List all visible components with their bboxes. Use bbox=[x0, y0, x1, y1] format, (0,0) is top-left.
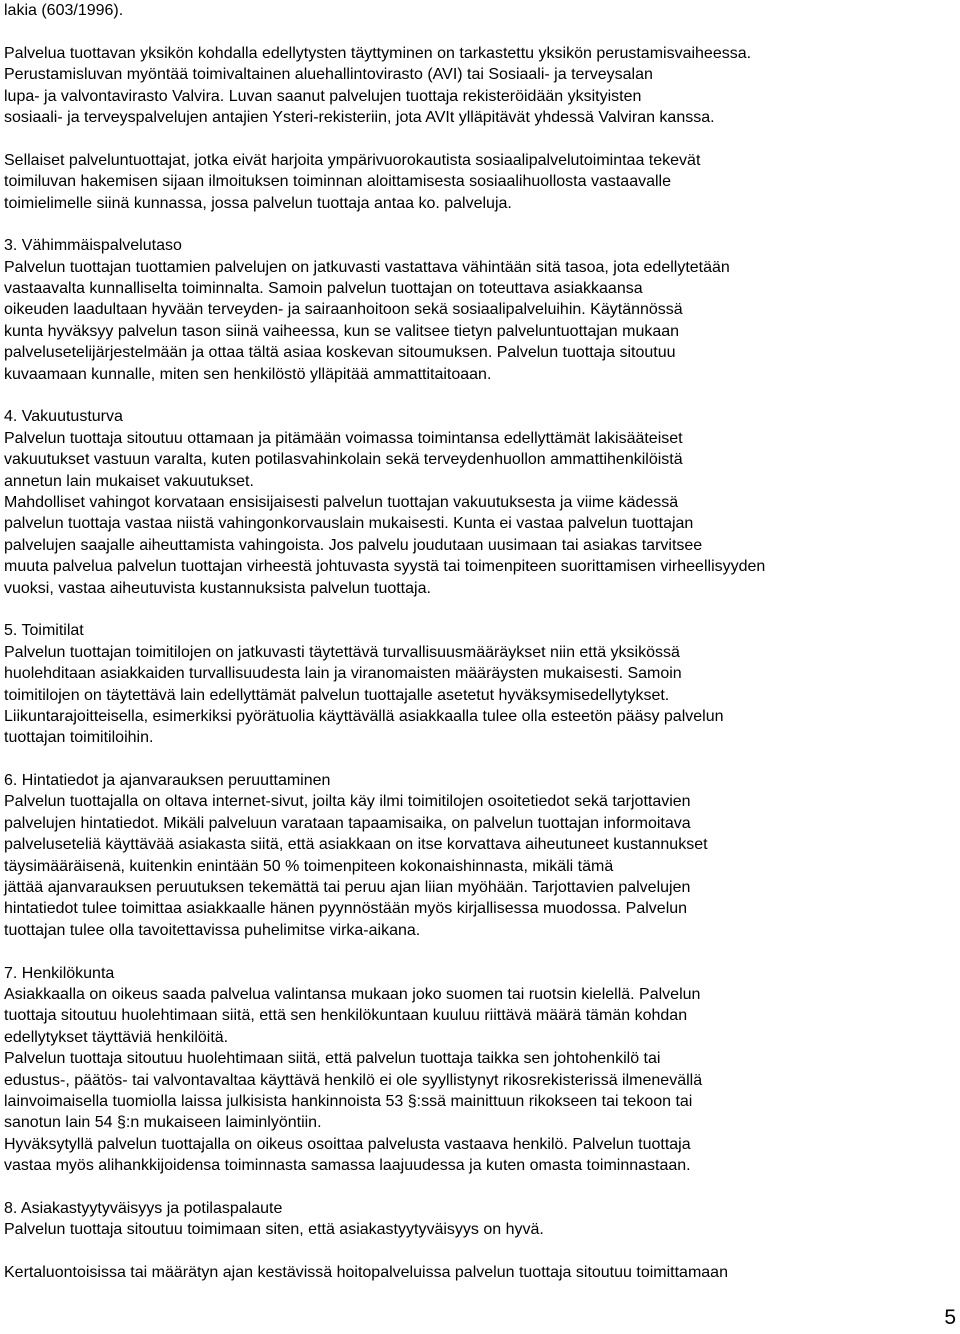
text-line: 7. Henkilökunta bbox=[4, 964, 115, 982]
text-line: oikeuden laadultaan hyvään terveyden- ja sairaanhoitoon sekä sosiaalipalveluihin. Käytännössä bbox=[4, 301, 683, 319]
text-line: täysimääräisenä, kuitenkin enintään 50 % toimenpiteen kokonaishinnasta, mikäli tämä bbox=[4, 857, 614, 875]
paragraph-gap bbox=[4, 385, 954, 406]
text-line: Palvelun tuottajan toimitilojen on jatkuvasti täytettävä turvallisuusmääräykset niin että yksikössä bbox=[4, 643, 680, 661]
paragraph bbox=[4, 1262, 954, 1283]
text-line: lupa- ja valvontavirasto Valvira. Luvan saanut palvelujen tuottaja rekisteröidään yksityisten bbox=[4, 87, 642, 105]
paragraph bbox=[4, 770, 954, 941]
text-line: 4. Vakuutusturva bbox=[4, 408, 123, 426]
paragraph bbox=[4, 0, 954, 21]
text-line: kunta hyväksyy palvelun tason siinä vaiheessa, kun se valitsee tietyn palveluntuottajan mukaan bbox=[4, 322, 680, 340]
text-line: vastaa myös alihankkijoidensa toiminnasta samassa laajuudessa ja kuten omasta toiminnastaan. bbox=[4, 1157, 691, 1175]
text-line: vastaavalta kunnalliselta toiminnalta. Samoin palvelun tuottajan on toteuttava asiakkaansa bbox=[4, 280, 643, 298]
document-page bbox=[4, 0, 954, 1283]
text-line: vakuutukset vastuun varalta, kuten potilasvahinkolain sekä terveydenhuollon ammattihenkilöistä bbox=[4, 451, 683, 469]
paragraph-gap bbox=[4, 941, 954, 962]
text-line: toimielimelle siinä kunnassa, jossa palvelun tuottaja antaa ko. palveluja. bbox=[4, 194, 512, 212]
paragraph-gap bbox=[4, 214, 954, 235]
text-line: Palvelun tuottajalla on oltava internet-sivut, joilta käy ilmi toimitilojen osoitetiedot sekä tarjottavien bbox=[4, 793, 691, 811]
document-body bbox=[4, 0, 954, 1283]
text-line: Hyväksytyllä palvelun tuottajalla on oikeus osoittaa palvelusta vastaava henkilö. Palvelun tuottaja bbox=[4, 1135, 691, 1153]
text-line: Mahdolliset vahingot korvataan ensisijaisesti palvelun tuottajan vakuutuksesta ja viime kädessä bbox=[4, 493, 679, 511]
text-line: lainvoimaisella tuomiolla laissa julkisista hankinnoista 53 §:ssä mainittuun rikokseen tai tekoon tai bbox=[4, 1092, 693, 1110]
text-line: huolehditaan asiakkaiden turvallisuudesta lain ja viranomaisten määräysten mukaisesti. Samoin bbox=[4, 665, 682, 683]
paragraph-gap bbox=[4, 599, 954, 620]
text-line: tuottaja sitoutuu huolehtimaan siitä, että sen henkilökuntaan kuuluu riittävä määrä tämän kohdan bbox=[4, 1007, 688, 1025]
text-line: toimitilojen on täytettävä lain edellyttämät palvelun tuottajalle asetetut hyväksymisedellytykset. bbox=[4, 686, 670, 704]
text-line: Liikuntarajoitteisella, esimerkiksi pyörätuolia käyttävällä asiakkaalla tulee olla esteetön pääsy palvelun bbox=[4, 707, 724, 725]
text-line: Palvelun tuottajan tuottamien palvelujen on jatkuvasti vastattava vähintään sitä tasoa, jota edellytetään bbox=[4, 258, 730, 276]
paragraph-gap bbox=[4, 1176, 954, 1197]
paragraph-gap bbox=[4, 749, 954, 770]
text-line: Sellaiset palveluntuottajat, jotka eivät harjoita ympärivuorokautista sosiaalipalvelutoimintaa tekevät bbox=[4, 151, 701, 169]
text-line: sosiaali- ja terveyspalvelujen antajien Ysteri-rekisteriin, jota AVIt ylläpitävät yhdessä Valviran kanssa. bbox=[4, 108, 715, 126]
text-line: palvelujen hintatiedot. Mikäli palveluun varataan tapaamisaika, on palvelun tuottajan informoitava bbox=[4, 814, 691, 832]
text-line: palvelun tuottaja vastaa niistä vahingonkorvauslain mukaisesti. Kunta ei vastaa palvelun tuottajan bbox=[4, 515, 694, 533]
text-line: Asiakkaalla on oikeus saada palvelua valintansa mukaan joko suomen tai ruotsin kielellä. Palvelun bbox=[4, 985, 701, 1003]
text-line: muuta palvelua palvelun tuottajan virheestä johtuvasta syystä tai toimenpiteen suorittamisen virheellisyyden bbox=[4, 558, 766, 576]
text-line: Kertaluontoisissa tai määrätyn ajan kestävissä hoitopalveluissa palvelun tuottaja sitoutuu toimittamaan bbox=[4, 1264, 728, 1282]
text-line: Palvelun tuottaja sitoutuu huolehtimaan siitä, että palvelun tuottaja taikka sen johtohenkilö tai bbox=[4, 1050, 661, 1068]
text-line: tuottajan tulee olla tavoitettavissa puhelimitse virka-aikana. bbox=[4, 921, 421, 939]
paragraph bbox=[4, 620, 954, 748]
text-line: palveluseteliä käyttävää asiakasta siitä, että asiakkaan on itse korvattava aiheutuneet kustannukset bbox=[4, 836, 708, 854]
text-line: palvelusetelijärjestelmään ja ottaa tältä asiaa koskevan sitoumuksen. Palvelun tuottaja sitoutuu bbox=[4, 344, 676, 362]
text-line: jättää ajanvarauksen peruutuksen tekemättä tai peruu ajan liian myöhään. Tarjottavien palvelujen bbox=[4, 879, 691, 897]
text-line: palvelujen saajalle aiheuttamista vahingoista. Jos palvelu joudutaan uusimaan tai asiakas tarvitsee bbox=[4, 536, 703, 554]
paragraph bbox=[4, 1198, 954, 1241]
text-line: kuvaamaan kunnalle, miten sen henkilöstö ylläpitää ammattitaitoaan. bbox=[4, 365, 492, 383]
text-line: Palvelua tuottavan yksikön kohdalla edellytysten täyttyminen on tarkastettu yksikön perustamisvaiheessa. bbox=[4, 44, 752, 62]
text-line: annetun lain mukaiset vakuutukset. bbox=[4, 472, 254, 490]
text-line: Palvelun tuottaja sitoutuu ottamaan ja pitämään voimassa toimintansa edellyttämät lakisääteiset bbox=[4, 429, 683, 447]
paragraph bbox=[4, 235, 954, 385]
text-line: 5. Toimitilat bbox=[4, 622, 84, 640]
text-line: 8. Asiakastyytyväisyys ja potilaspalaute bbox=[4, 1199, 283, 1217]
paragraph-gap bbox=[4, 21, 954, 42]
text-line: 6. Hintatiedot ja ajanvarauksen peruuttaminen bbox=[4, 772, 331, 790]
text-line: hintatiedot tulee toimittaa asiakkaalle hänen pyynnöstään myös kirjallisessa muodossa. Palvelun bbox=[4, 900, 688, 918]
paragraph bbox=[4, 150, 954, 214]
text-line: lakia (603/1996). bbox=[4, 2, 124, 19]
text-line: sanotun lain 54 §:n mukaiseen laiminlyöntiin. bbox=[4, 1114, 322, 1132]
paragraph bbox=[4, 963, 954, 1177]
text-line: toimiluvan hakemisen sijaan ilmoituksen toiminnan aloittamisesta sosiaalihuollosta vastaavalle bbox=[4, 173, 672, 191]
text-line: tuottajan toimitiloihin. bbox=[4, 729, 154, 747]
text-line: edellytykset täyttäviä henkilöitä. bbox=[4, 1028, 229, 1046]
text-line: vuoksi, vastaa aiheutuvista kustannuksista palvelun tuottaja. bbox=[4, 579, 431, 597]
text-line: 3. Vähimmäispalvelutaso bbox=[4, 237, 182, 255]
text-line: Perustamisluvan myöntää toimivaltainen aluehallintovirasto (AVI) tai Sosiaali- ja terveysalan bbox=[4, 66, 653, 84]
paragraph bbox=[4, 406, 954, 599]
text-line: Palvelun tuottaja sitoutuu toimimaan siten, että asiakastyytyväisyys on hyvä. bbox=[4, 1221, 544, 1239]
page-number: 5 bbox=[944, 1306, 956, 1329]
paragraph-gap bbox=[4, 1241, 954, 1262]
text-line: edustus-, päätös- tai valvontavaltaa käyttävä henkilö ei ole syyllistynyt rikosrekisterissä ilmenevällä bbox=[4, 1071, 703, 1089]
paragraph bbox=[4, 43, 954, 129]
paragraph-gap bbox=[4, 128, 954, 149]
